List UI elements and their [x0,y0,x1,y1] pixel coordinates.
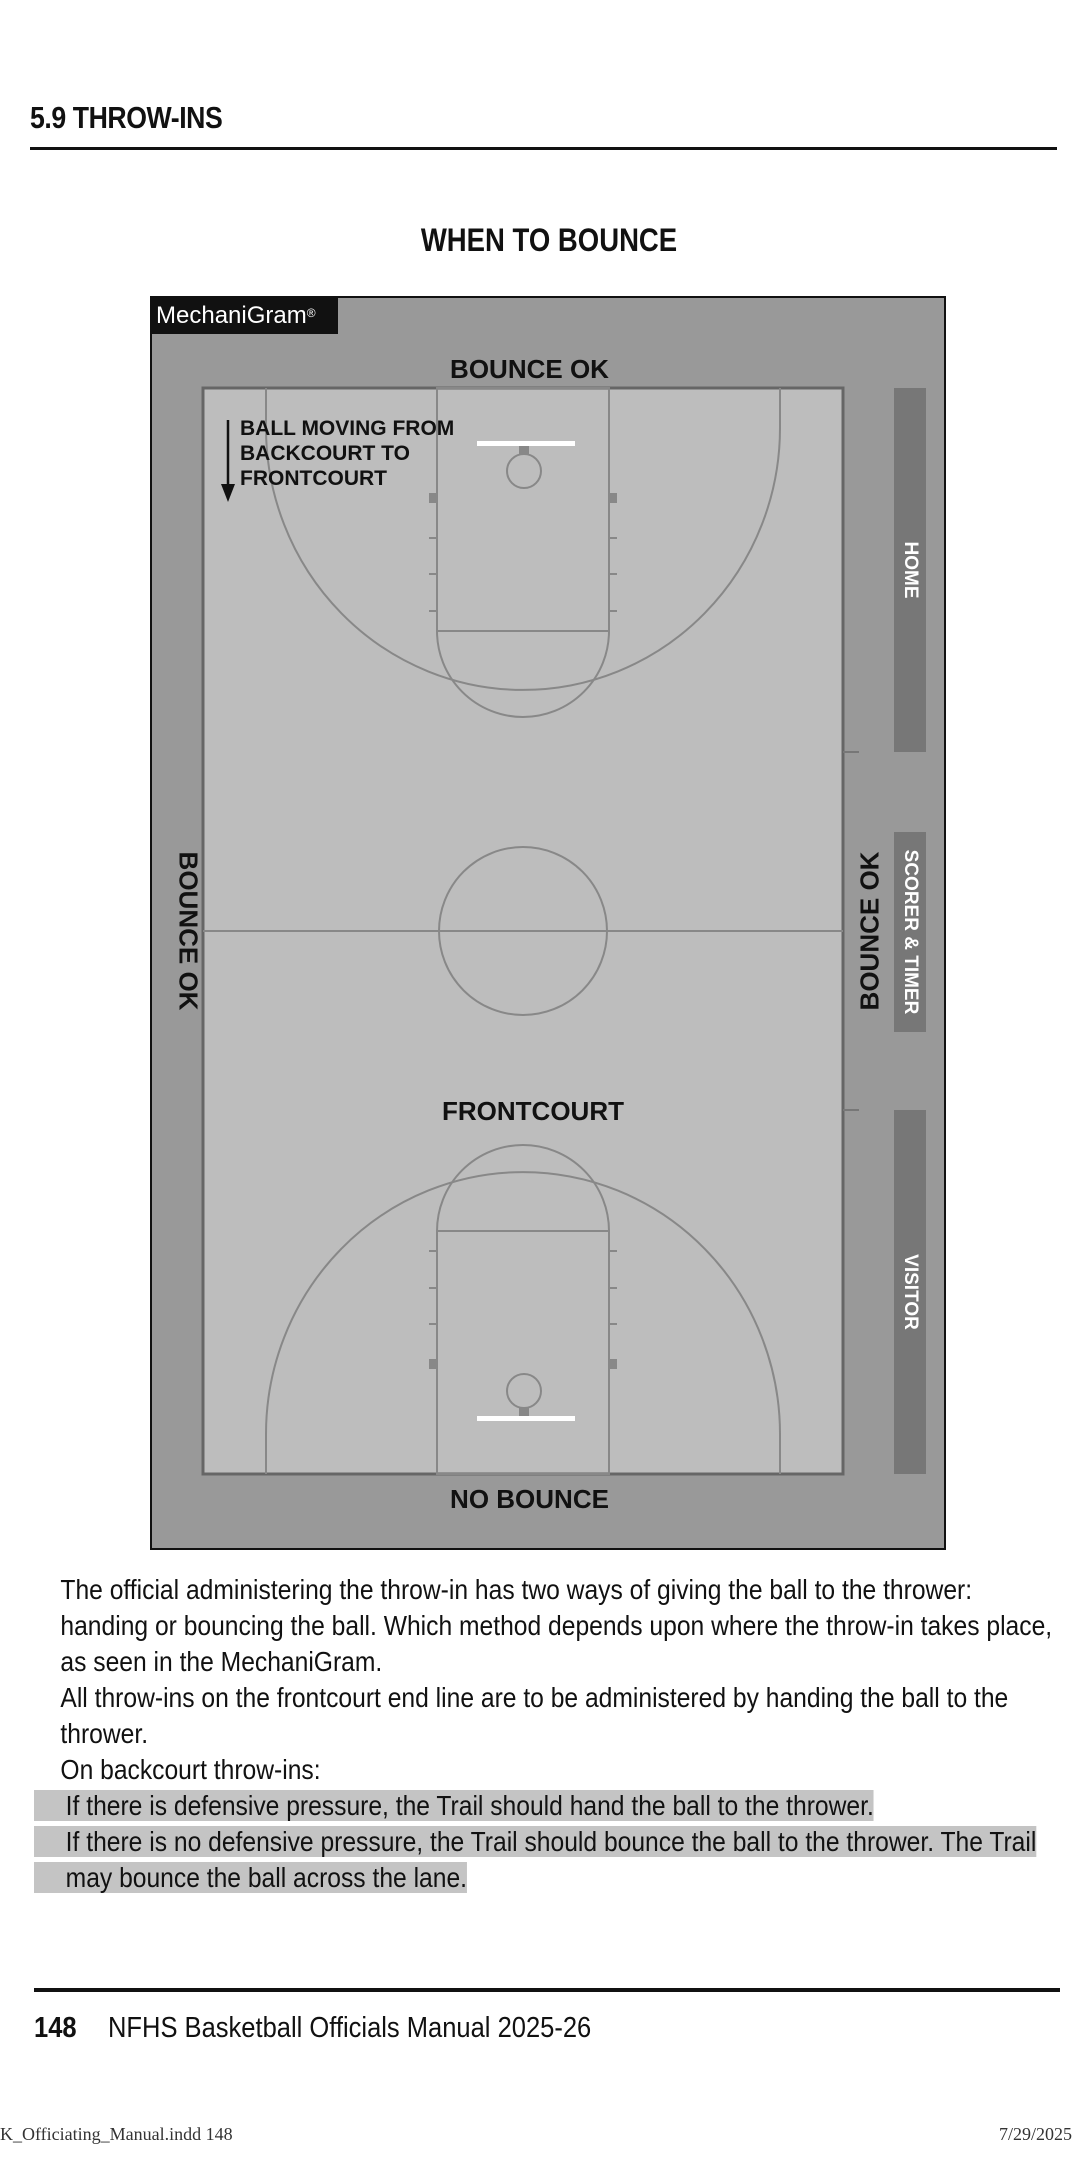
label-left-bounce-ok: BOUNCE OK [173,851,204,1011]
bench-visitor: VISITOR [894,1110,926,1474]
bench-scorer-timer: SCORER & TIMER [894,832,926,1032]
label-top-bounce-ok: BOUNCE OK [450,354,609,384]
arrow-note [240,416,454,491]
backboard-bottom [477,1416,575,1421]
print-slug-file: K_Officiating_Manual.indd 148 [0,2124,233,2144]
highlighted-paragraph: If there is no defensive pressure, the Trail should bounce the ball to the thrower. The Trail may bounce the ball across the lane. [34,1824,1060,1896]
label-no-bounce: NO BOUNCE [450,1484,609,1514]
body-text [34,1572,1060,1896]
mechanigram-badge: MechaniGram® [152,298,338,334]
arrow-note-line: BACKCOURT TO [240,442,410,465]
highlighted-paragraph: If there is defensive pressure, the Trail should hand the ball to the thrower. [34,1788,1060,1824]
label-right-bounce-ok: BOUNCE OK [854,851,885,1011]
paragraph: All throw-ins on the frontcourt end line are to be administered by handing the ball to the thrower. [60,1682,1009,1749]
arrow-note-line: BALL MOVING FROM [240,417,455,440]
label-frontcourt: FRONTCOURT [442,1096,624,1126]
paragraph: On backcourt throw-ins: [60,1754,321,1785]
footer-rule [34,1988,1060,1992]
manual-title: NFHS Basketball Officials Manual 2025-26 [108,2012,592,2044]
print-slug-date: 7/29/2025 [998,2124,1072,2144]
bench-home: HOME [894,388,926,752]
page-number: 148 [34,2012,77,2044]
arrow-note-line: FRONTCOURT [240,467,387,490]
paragraph: The official administering the throw-in has two ways of giving the ball to the thrower: handing or bouncing the ball. Which method depends upon where the throw-in takes place, as seen in the MechaniGram. [60,1574,1053,1677]
section-title: 5.9 THROW-INS [30,100,223,135]
backboard-top [477,441,575,446]
mechanigram-diagram [150,296,946,1550]
header-rule [30,147,1057,150]
figure-title: WHEN TO BOUNCE [420,222,678,258]
